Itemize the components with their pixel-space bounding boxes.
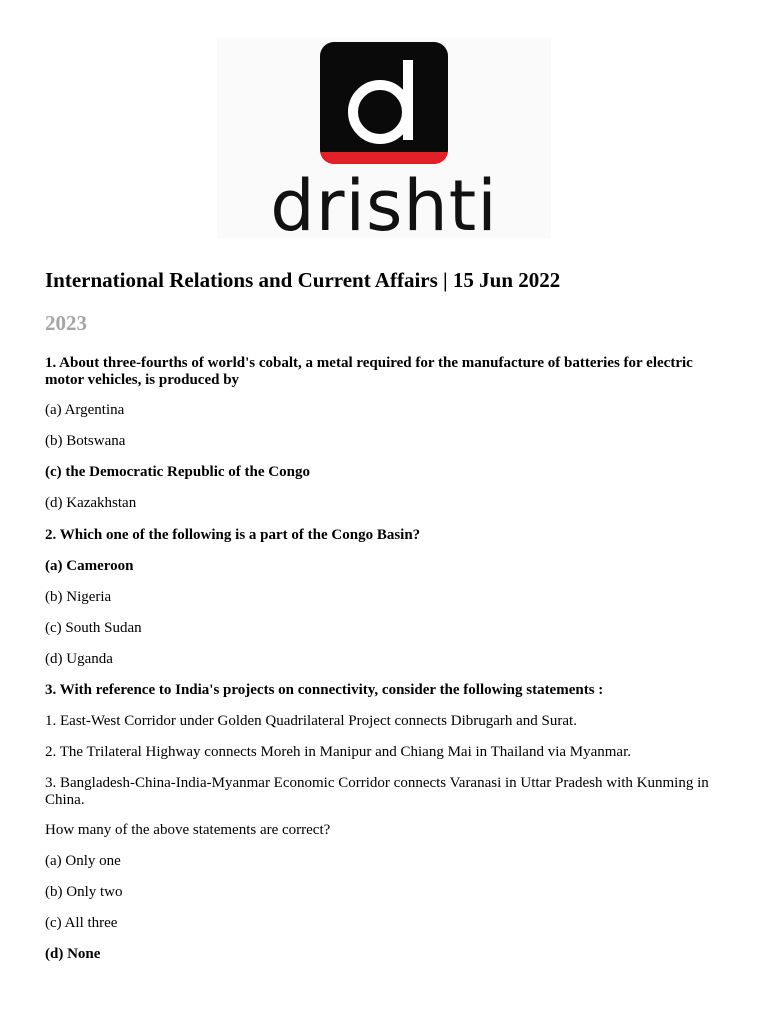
logo-wordmark: drishti — [270, 165, 498, 247]
drishti-logo — [217, 38, 551, 247]
q3-option-b: (b) Only two — [45, 884, 123, 900]
page-title: International Relations and Current Affairs | 15 Jun 2022 — [45, 268, 561, 292]
q1-option-c-correct: (c) the Democratic Republic of the Congo — [45, 464, 310, 480]
q3-option-a: (a) Only one — [45, 853, 121, 869]
question-2-text: 2. Which one of the following is a part of the Congo Basin? — [45, 527, 421, 543]
q3-option-d-correct: (d) None — [45, 946, 101, 962]
q1-option-b: (b) Botswana — [45, 433, 126, 449]
q2-option-a-correct: (a) Cameroon — [45, 558, 134, 574]
logo-red-band — [320, 152, 448, 164]
q2-option-c: (c) South Sudan — [45, 620, 142, 636]
year-heading: 2023 — [45, 311, 87, 335]
logo-d-letter-icon — [320, 42, 448, 164]
q2-option-b: (b) Nigeria — [45, 589, 112, 605]
q2-option-d: (d) Uganda — [45, 651, 113, 667]
question-3-text: 3. With reference to India's projects on connectivity, consider the following statements : — [45, 682, 604, 698]
q1-option-a: (a) Argentina — [45, 402, 125, 418]
q3-statement-2: 2. The Trilateral Highway connects Moreh in Manipur and Chiang Mai in Thailand via Myanmar. — [45, 744, 632, 760]
q3-prompt: How many of the above statements are correct? — [45, 822, 331, 838]
q3-statement-3: 3. Bangladesh-China-India-Myanmar Economic Corridor connects Varanasi in Uttar Pradesh with Kunming in China. — [45, 775, 709, 808]
question-1-text: 1. About three-fourths of world's cobalt, a metal required for the manufacture of batteries for electric motor vehicles, is produced by — [45, 355, 693, 388]
logo-tile — [320, 42, 448, 164]
q3-statement-1: 1. East-West Corridor under Golden Quadrilateral Project connects Dibrugarh and Surat. — [45, 713, 577, 729]
q1-option-d: (d) Kazakhstan — [45, 495, 137, 511]
q3-option-c: (c) All three — [45, 915, 118, 931]
